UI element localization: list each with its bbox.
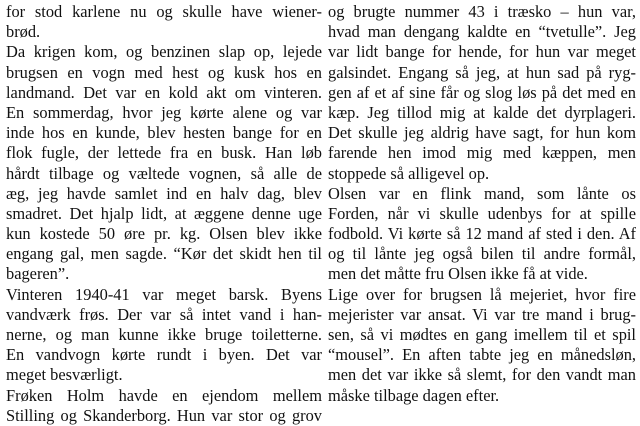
text-line: stoppede så alligevel op.: [328, 163, 490, 183]
text-line: Forden, når vi skulle udenbys for at spille: [328, 203, 636, 223]
text-line: kun kostede 50 øre pr. kg. Olsen blev ikke: [6, 224, 322, 244]
text-line: vandværk frøs. Der var så intet vand i han-: [6, 304, 322, 324]
text-line: En sommerdag, hvor jeg kørte alene og var: [6, 102, 322, 122]
text-line: Da krigen kom, og benzinen slap op, lejede: [6, 42, 322, 62]
left-text-column: [6, 2, 322, 426]
text-line: Olsen var en flink mand, som lånte os: [328, 183, 636, 203]
text-line: Det skulle jeg aldrig have sagt, for hun kom: [328, 123, 636, 143]
text-line: og til lånte jeg også bilen til andre formål,: [328, 244, 636, 264]
text-line: nerne, og man kunne ikke bruge toiletterne.: [6, 325, 322, 344]
text-line: mejerister var ansat. Vi var tre mand i brug-: [328, 304, 636, 324]
text-line: brød.: [6, 22, 41, 42]
text-line: galsindet. Engang så jeg, at hun sad på ryg-: [328, 62, 636, 82]
text-line: kæp. Jeg tillod mig at kalde det dyrplageri.: [328, 102, 636, 122]
text-line: og brugte nummer 43 i træsko – hun var,: [328, 2, 636, 21]
text-line: gen af et af sine får og slog løs på det med en: [328, 82, 636, 102]
text-line: Stilling og Skanderborg. Hun var stor og grov: [6, 405, 322, 425]
text-line: smadret. Det hjalp lidt, at æggene denne uge: [6, 203, 322, 223]
right-text-column: [328, 2, 636, 406]
text-line: brugsen en vogn med hest og kusk hos en: [6, 62, 322, 82]
text-line: engang gal, men sagde. “Kør det skidt hen til: [6, 244, 322, 264]
text-line: inde hos en kunde, blev hesten bange for en: [6, 123, 322, 143]
text-line: bageren”.: [6, 264, 70, 284]
text-line: meget besværligt.: [6, 365, 123, 385]
text-line: hårdt tilbage og væltede vognen, så alle de: [6, 163, 322, 183]
text-line: måske tilbage dagen efter.: [328, 385, 500, 405]
text-line: Frøken Holm havde en ejendom mellem: [6, 385, 322, 405]
text-line: Vinteren 1940-41 var meget barsk. Byens: [6, 284, 322, 304]
text-line: En vandvogn kørte rundt i byen. Det var: [6, 345, 322, 365]
text-line: men det måtte fru Olsen ikke få at vide.: [328, 264, 588, 284]
text-line: “mousel”. En aften tabte jeg en månedsløn,: [328, 345, 636, 365]
text-line: fodbold. Vi kørte så 12 mand af sted i den. Af: [328, 224, 636, 244]
text-line: flok fugle, der lettede fra en busk. Han løb: [6, 143, 322, 163]
text-line: landmand. Det var en kold akt om vinteren.: [6, 82, 322, 102]
text-line: æg, jeg havde samlet ind en halv dag, blev: [6, 183, 322, 203]
text-line: var lidt bange for hende, for hun var meget: [328, 42, 636, 62]
text-line: men det var ikke så slemt, for den vandt man: [328, 365, 636, 385]
text-line: for stod karlene nu og skulle have wiener-: [6, 2, 322, 21]
text-line: sen, så vi mødtes en gang imellem til et spil: [328, 325, 636, 344]
text-line: Lige over for brugsen lå mejeriet, hvor fire: [328, 284, 636, 304]
text-line: hvad man dengang kaldte en “tvetulle”. Jeg: [328, 22, 636, 42]
text-line: farende hen imod mig med kæppen, men: [328, 143, 636, 163]
